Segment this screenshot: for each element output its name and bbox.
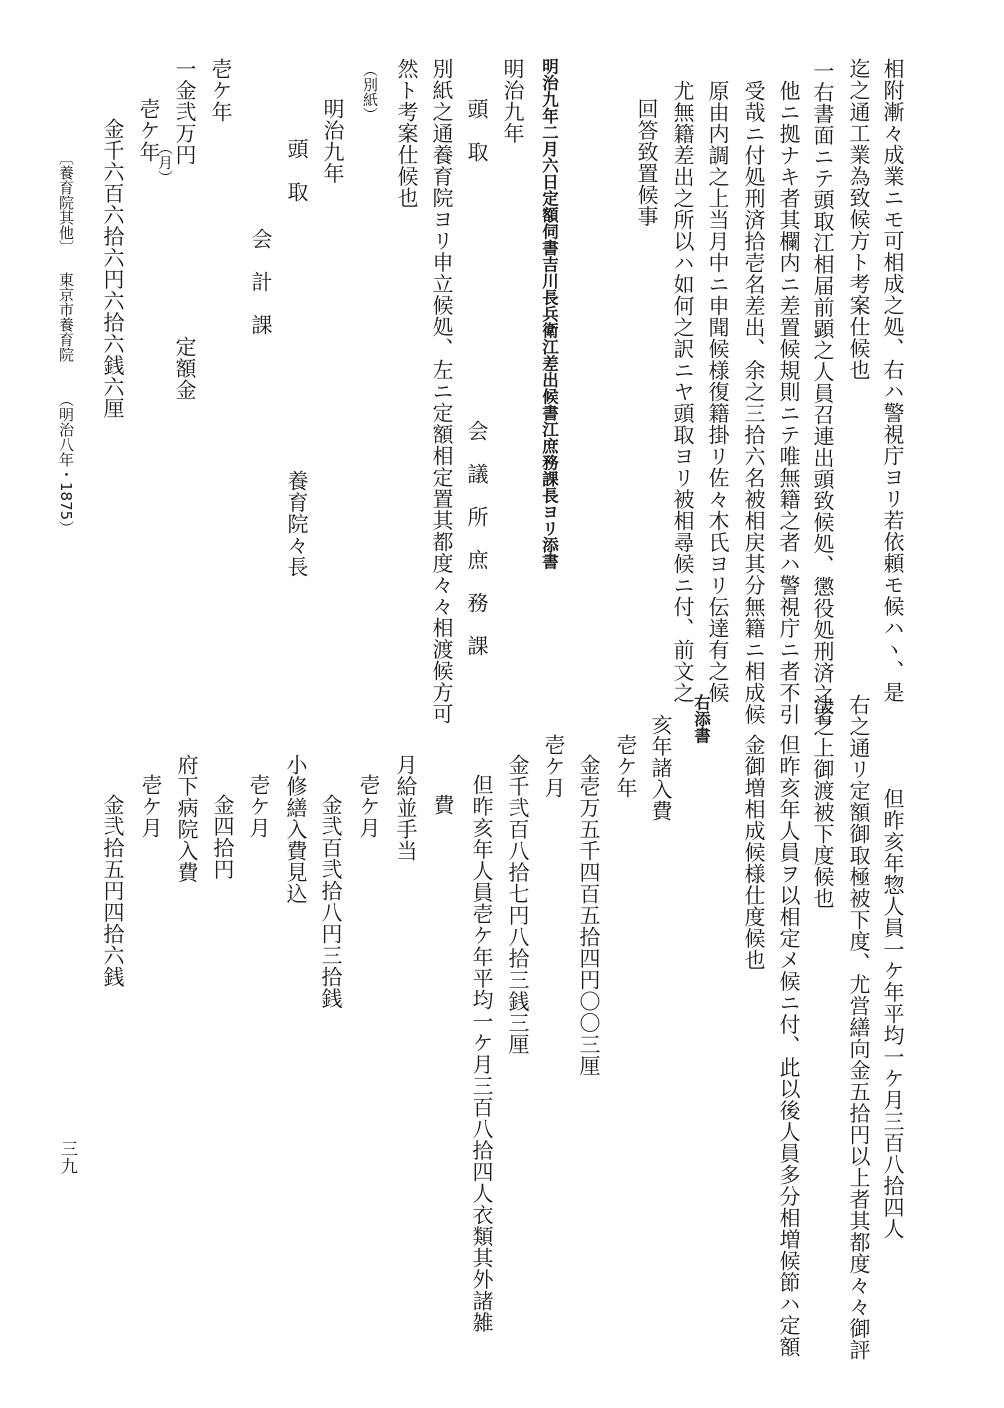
period-label: 壱ケ年 <box>137 98 161 163</box>
amount-line: 金壱万五千四百五拾四円〇〇三厘 <box>577 754 601 1077</box>
text-column: 一右書面ニテ頭取江相届前顕之人員召連出頭致候処、懲役処刑済之者 <box>811 60 835 727</box>
month-note: （月） <box>156 140 174 185</box>
text-column: 相附漸々成業ニモ可相成之処、右ハ警視庁ヨリ若依頼モ候ハヽ、是 <box>881 58 905 703</box>
sender: 会 議 所 庶 務 課 <box>465 420 489 657</box>
period-label: 壱ケ月 <box>542 734 566 799</box>
text-column: 別紙之通養育院ヨリ申立候処、左ニ定額相定置其都度々々相渡候方可 <box>430 58 454 725</box>
period-label: 壱ケ月 <box>247 774 271 839</box>
text-column: 受哉ニ付処刑済拾壱名差出、余之三拾六名被相戻其分無籍ニ相成候 <box>742 80 766 725</box>
text-column: 迄之通工業為致候方ト考案仕候也 <box>847 58 871 381</box>
expense-item: 小修繕入費見込 <box>284 754 308 905</box>
text-column: 但昨亥年人員壱ケ年平均一ケ月三百八拾四人衣類其外諸雑 <box>470 774 494 1333</box>
amount-line: 金千六百六拾六円六拾六銭六厘 <box>101 118 125 419</box>
amount-label: 定額金 <box>173 336 197 401</box>
period-label: 壱ケ月 <box>139 774 163 839</box>
sender: 養育院々長 <box>285 470 309 578</box>
annex-label: （別紙） <box>361 62 379 122</box>
text-column: 費 <box>431 794 455 816</box>
section-heading: 右添書 <box>691 694 711 744</box>
date-line: 明治九年 <box>501 58 525 144</box>
source-label: 〔養育院其他〕 <box>57 150 75 255</box>
period-label: 壱ケ年 <box>209 58 233 123</box>
text-column: 但昨亥年人員ヲ以相定メ候ニ付、此以後人員多分相増候節ハ定額 <box>777 734 801 1358</box>
addressee: 頭 取 <box>285 138 309 203</box>
period-label: 壱ケ月 <box>357 774 381 839</box>
date-line: 明治九年 <box>321 98 345 184</box>
source-org: 東京市養育院 <box>57 272 75 362</box>
text-column: 原由内調之上当月中ニ申聞候様復籍掛リ佐々木氏ヨリ伝達有之候 <box>706 80 730 704</box>
expense-item: 月給並手当 <box>394 754 418 862</box>
text-column: 金御増相成候様仕度候也 <box>742 734 766 971</box>
amount-line: 金弐百弐拾八円三拾銭 <box>319 794 343 1009</box>
amount-line: 一金弐万円 <box>173 58 197 166</box>
source-date: （明治八年・1875） <box>57 392 75 536</box>
amount-line: 金千弐百八拾七円八拾三銭三厘 <box>506 754 530 1055</box>
text-column: 但昨亥年惣人員一ケ年平均一ケ月三百八拾四人 <box>881 788 905 1240</box>
expense-item: 府下病院入費 <box>175 754 199 883</box>
text-column: 他ニ拠ナキ者其欄内ニ差置候規則ニテ唯無籍之者ハ警視庁ニ者不引 <box>777 80 801 725</box>
text-column: 右之通リ定額御取極被下度、尤営繕向金五拾円以上者其都度々々御評 <box>847 694 871 1361</box>
page-number: 三九 <box>57 1140 77 1175</box>
text-column: 回答致置候事 <box>635 98 659 227</box>
section-heading: 明治九年二月六日定額伺書吉川長兵衛江差出候書江庶務課長ヨリ添書 <box>539 58 559 570</box>
text-column: 尤無籍差出之所以ハ如何之訳ニヤ頭取ヨリ被相尋候ニ付、前文之 <box>671 80 695 704</box>
amount-line: 金弐拾五円四拾六銭 <box>101 794 125 988</box>
amount-line: 金四拾円 <box>211 794 235 880</box>
text-column: 然ト考案仕候也 <box>395 58 419 209</box>
text-column: 亥年諸入費 <box>649 714 673 822</box>
addressee: 頭 取 <box>465 98 489 163</box>
recipient: 会 計 課 <box>249 228 273 336</box>
text-column: 決之上御渡被下度候也 <box>811 694 835 909</box>
period-label: 壱ケ年 <box>614 734 638 799</box>
